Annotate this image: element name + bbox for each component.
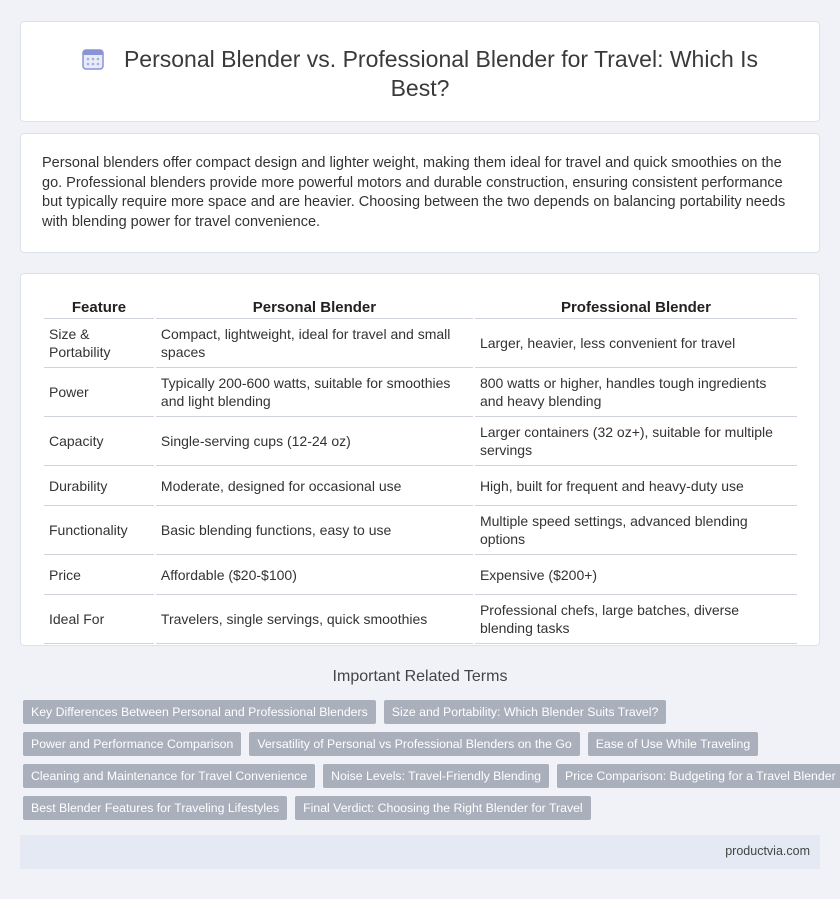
cell-feature: Ideal For	[44, 595, 154, 644]
cell-feature: Durability	[44, 466, 154, 506]
cell-feature: Functionality	[44, 506, 154, 555]
cell-professional: Expensive ($200+)	[475, 555, 797, 595]
tag-row	[23, 796, 823, 820]
title-card	[20, 21, 820, 122]
comparison-table	[42, 296, 799, 644]
tag-row	[23, 764, 836, 788]
related-terms-tags	[23, 700, 836, 828]
footer	[20, 835, 820, 869]
cell-personal: Affordable ($20-$100)	[156, 555, 473, 595]
table-row	[44, 466, 797, 506]
header-professional: Professional Blender	[475, 296, 797, 319]
related-tag[interactable]: Key Differences Between Personal and Professional Blenders	[23, 700, 376, 724]
related-tag[interactable]: Cleaning and Maintenance for Travel Convenience	[23, 764, 315, 788]
cell-professional: Larger containers (32 oz+), suitable for multiple servings	[475, 417, 797, 466]
table-row	[44, 368, 797, 417]
header-personal: Personal Blender	[156, 296, 473, 319]
table-header-row	[44, 296, 797, 319]
cell-professional: Professional chefs, large batches, diverse blending tasks	[475, 595, 797, 644]
header-feature: Feature	[44, 296, 154, 319]
related-tag[interactable]: Noise Levels: Travel-Friendly Blending	[323, 764, 549, 788]
cell-personal: Basic blending functions, easy to use	[156, 506, 473, 555]
table-row	[44, 417, 797, 466]
related-tag[interactable]: Size and Portability: Which Blender Suits Travel?	[384, 700, 667, 724]
cell-feature: Power	[44, 368, 154, 417]
cell-professional: Multiple speed settings, advanced blending options	[475, 506, 797, 555]
related-tag[interactable]: Best Blender Features for Traveling Lifestyles	[23, 796, 287, 820]
cell-professional: Larger, heavier, less convenient for travel	[475, 319, 797, 368]
related-tag[interactable]: Price Comparison: Budgeting for a Travel Blender	[557, 764, 840, 788]
cell-personal: Travelers, single servings, quick smoothies	[156, 595, 473, 644]
related-terms-heading: Important Related Terms	[332, 668, 508, 685]
intro-paragraph: Personal blenders offer compact design and lighter weight, making them ideal for travel and quick smoothies on the go. Professional blenders provide more powerful motors and durable construction, ensuring consistent performance but typically require more space and are heavier. Choosing between the two depends on balancing portability needs with blending power for travel convenience.	[42, 155, 786, 230]
footer-site[interactable]: productvia.com	[725, 844, 810, 858]
cell-personal: Compact, lightweight, ideal for travel and small spaces	[156, 319, 473, 368]
related-tag[interactable]: Final Verdict: Choosing the Right Blender for Travel	[295, 796, 591, 820]
tag-row	[23, 732, 823, 756]
table-row	[44, 595, 797, 644]
related-tag[interactable]: Versatility of Personal vs Professional Blenders on the Go	[249, 732, 579, 756]
page-title-wrap	[21, 45, 819, 103]
cell-personal: Typically 200-600 watts, suitable for smoothies and light blending	[156, 368, 473, 417]
related-tag[interactable]: Power and Performance Comparison	[23, 732, 241, 756]
cell-professional: High, built for frequent and heavy-duty use	[475, 466, 797, 506]
related-tag[interactable]: Ease of Use While Traveling	[588, 732, 758, 756]
cell-personal: Moderate, designed for occasional use	[156, 466, 473, 506]
page-title: Personal Blender vs. Professional Blender for Travel: Which Is Best?	[123, 46, 759, 101]
cell-feature: Size & Portability	[44, 319, 154, 368]
cell-feature: Capacity	[44, 417, 154, 466]
table-row	[44, 319, 797, 368]
calendar-icon	[82, 48, 104, 70]
table-row	[44, 506, 797, 555]
cell-feature: Price	[44, 555, 154, 595]
intro-card	[20, 133, 820, 253]
cell-professional: 800 watts or higher, handles tough ingredients and heavy blending	[475, 368, 797, 417]
table-row	[44, 555, 797, 595]
comparison-card	[20, 273, 820, 646]
cell-personal: Single-serving cups (12-24 oz)	[156, 417, 473, 466]
tag-row	[23, 700, 823, 724]
